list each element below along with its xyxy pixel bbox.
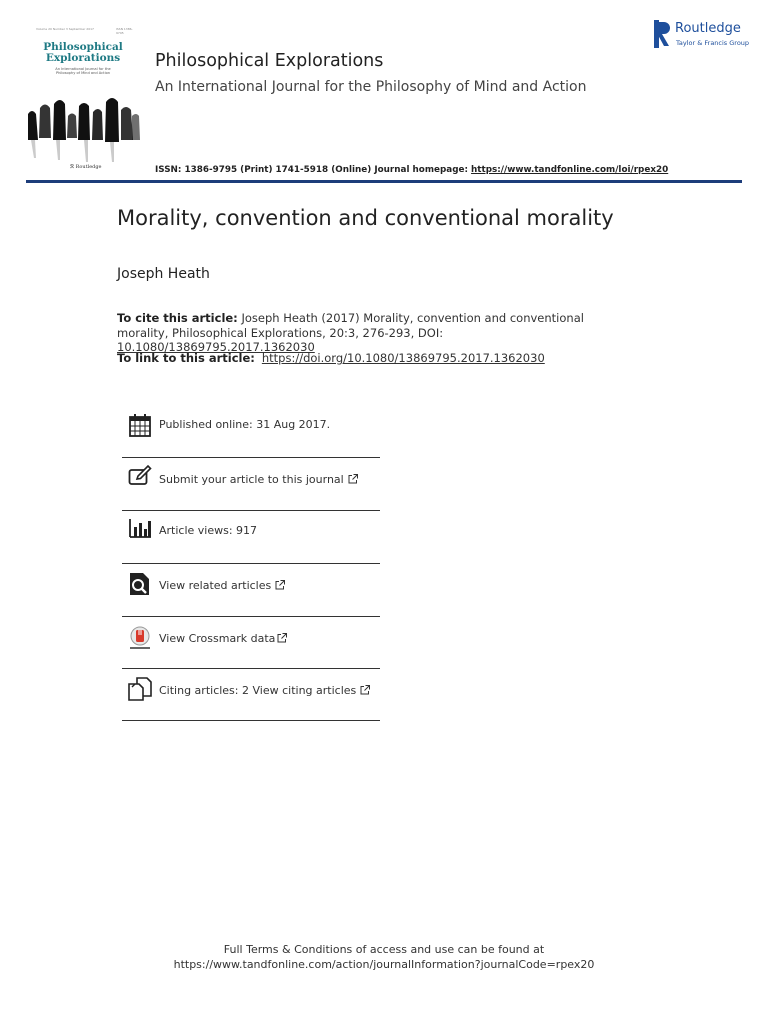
logo-tagline: Taylor & Francis Group <box>676 39 750 47</box>
published-online-row <box>122 410 380 450</box>
cover-publisher-logo: ℛ Routledge <box>70 164 102 170</box>
citation-label: To cite this article: <box>117 311 238 325</box>
related-articles-link[interactable] <box>159 579 285 592</box>
article-views-row <box>122 517 380 557</box>
routledge-logo[interactable] <box>654 20 754 50</box>
terms-url[interactable]: https://www.tandfonline.com/action/journalInformation?journalCode=rpex20 <box>173 958 595 971</box>
edit-icon <box>128 465 152 489</box>
journal-subtitle: An International Journal for the Philosophy of Mind and Action <box>155 79 587 95</box>
submit-article-row[interactable] <box>122 464 380 504</box>
journal-title: Philosophical Explorations <box>155 51 384 71</box>
header-divider <box>26 180 742 183</box>
citing-articles-row[interactable] <box>122 675 380 715</box>
article-doi-url[interactable]: https://doi.org/10.1080/13869795.2017.1362030 <box>261 351 545 365</box>
citing-articles-link[interactable] <box>159 684 370 697</box>
metrics-divider <box>122 457 380 458</box>
citation-doi-link[interactable]: 10.1080/13869795.2017.1362030 <box>117 340 315 354</box>
crossmark-icon <box>128 626 152 650</box>
related-articles-text: View related articles <box>159 579 272 592</box>
external-link-icon <box>348 474 358 484</box>
issn-line <box>155 165 668 175</box>
article-author: Joseph Heath <box>117 266 210 282</box>
terms-line: Full Terms & Conditions of access and use can be found at <box>223 943 545 956</box>
article-title: Morality, convention and conventional morality <box>117 206 614 230</box>
issn-text: ISSN: 1386-9795 (Print) 1741-5918 (Online) Journal homepage: <box>155 165 472 175</box>
external-link-icon <box>277 633 287 643</box>
crossmark-link[interactable] <box>159 632 287 645</box>
crossmark-row[interactable] <box>122 623 380 663</box>
metrics-divider <box>122 563 380 564</box>
external-link-icon <box>275 580 285 590</box>
metrics-divider <box>122 720 380 721</box>
bar-chart-icon <box>128 517 152 541</box>
article-link-block <box>117 351 545 365</box>
citation-block <box>117 311 637 355</box>
external-link-icon <box>360 685 370 695</box>
metrics-divider <box>122 616 380 617</box>
cover-artwork <box>26 86 140 168</box>
submit-article-text: Submit your article to this journal <box>159 473 344 486</box>
article-views-text: Article views: 917 <box>159 524 258 537</box>
citing-articles-text: Citing articles: 2 View citing articles <box>159 684 357 697</box>
journal-cover <box>26 24 140 174</box>
search-document-icon <box>128 572 152 596</box>
link-label: To link to this article: <box>117 351 259 365</box>
metrics-divider <box>122 668 380 669</box>
cover-title-line2: Explorations <box>45 52 121 64</box>
calendar-icon <box>128 413 152 437</box>
citation-text: Joseph Heath (2017) Morality, convention and conventional morality, Philosophical Explorations, 20:3, 276-293, DOI: <box>117 311 584 340</box>
related-articles-row[interactable] <box>122 570 380 610</box>
submit-article-link[interactable] <box>159 473 358 486</box>
crossmark-text: View Crossmark data <box>159 632 276 645</box>
metrics-divider <box>122 510 380 511</box>
cover-issn: ISSN 1386-9795 <box>116 27 133 35</box>
cover-title-line1: Philosophical <box>43 41 123 53</box>
cover-subtitle: An International Journal for the Philosophy of Mind and Action <box>55 67 111 76</box>
journal-homepage-link[interactable]: https://www.tandfonline.com/loi/rpex20 <box>471 165 669 175</box>
cover-publisher-name: Routledge <box>75 164 102 170</box>
logo-name: Routledge <box>675 21 741 36</box>
cover-issue-info: Volume 20 Number 3 September 2017 <box>36 27 94 31</box>
citing-articles-icon <box>128 677 152 701</box>
routledge-r-icon <box>654 20 672 48</box>
cover-title <box>26 42 140 64</box>
terms-footer <box>0 942 768 972</box>
published-online-text: Published online: 31 Aug 2017. <box>159 418 331 431</box>
